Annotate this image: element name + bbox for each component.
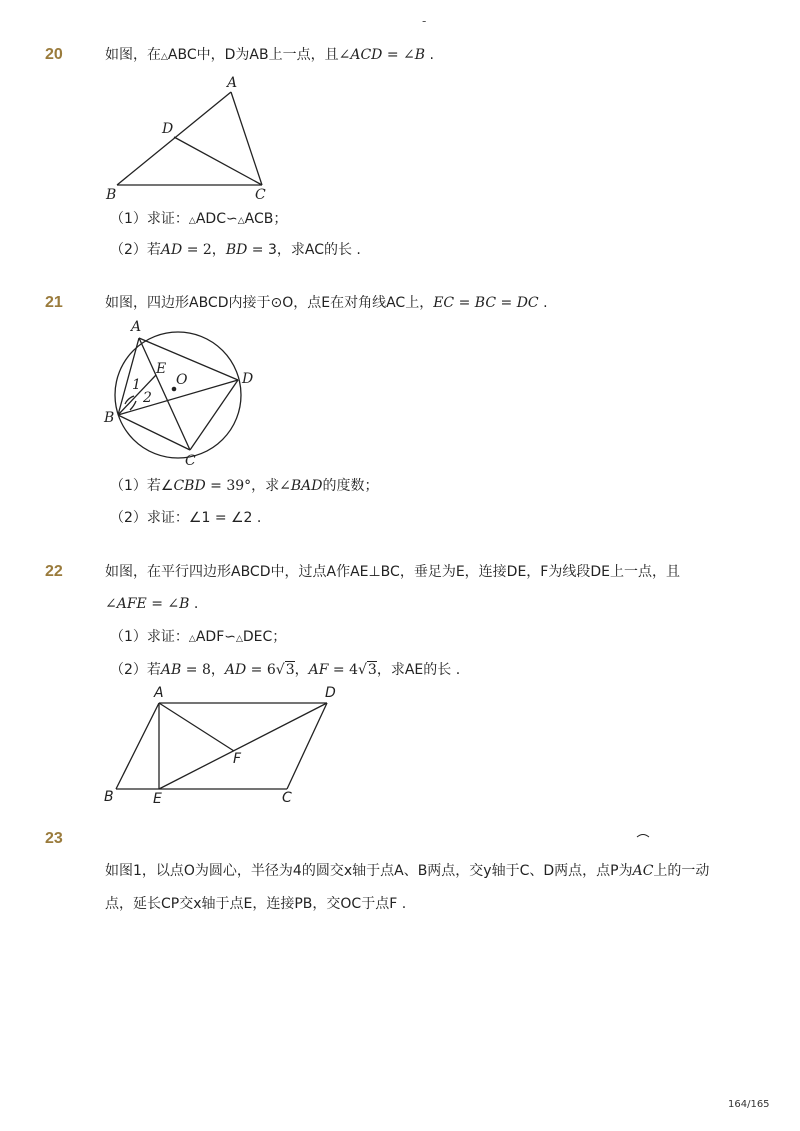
question-stem-line-2: ∠AFE = ∠B . xyxy=(105,596,199,612)
question-number: 20 xyxy=(45,46,63,63)
question-stem: 如图，在△ABC中，D为AB上一点，且∠ACD = ∠B . xyxy=(105,47,434,63)
label-a: A xyxy=(154,685,164,701)
question-number: 22 xyxy=(45,563,63,580)
label-e: E xyxy=(153,791,162,807)
sub-question-2: （2）求证：∠1 = ∠2 . xyxy=(110,510,262,526)
triangle-symbol: △ xyxy=(237,216,245,226)
triangle-symbol: △ xyxy=(188,216,196,226)
question-number: 23 xyxy=(45,830,63,847)
sub-question-1: （1）求证：△ADF∽△DEC； xyxy=(110,629,287,645)
label-d: D xyxy=(242,371,254,387)
sub-question-2: （2）若AB = 8，AD = 6√3，AF = 4√3，求AE的长 . xyxy=(110,662,461,678)
angle-symbol: ∠ xyxy=(338,47,351,63)
question-stem: 如图，在平行四边形ABCD中，过点A作AE⊥BC，垂足为E，连接DE，F为线段DE上一点，且 xyxy=(105,564,680,580)
sub-question-1: （1）若∠CBD = 39°，求∠BAD的度数； xyxy=(110,478,379,494)
segment-af xyxy=(159,703,234,751)
segment-ab xyxy=(116,703,159,789)
sub-question-1: （1）求证：△ADC∽△ACB； xyxy=(110,211,288,227)
label-c: C xyxy=(185,453,196,469)
triangle-symbol: △ xyxy=(161,52,168,62)
label-c: C xyxy=(282,790,292,806)
angle-symbol: ∠ xyxy=(403,47,415,63)
sub-question-2: （2）若AD = 2，BD = 3，求AC的长 . xyxy=(110,242,361,258)
page-number: 164/165 xyxy=(728,1099,770,1110)
label-b: B xyxy=(104,789,114,805)
question-stem: 如图1，以点O为圆心，半径为4的圆交x轴于点A、B两点，交y轴于C、D两点，点P为AC上的一动 xyxy=(105,863,710,879)
segment-cd xyxy=(287,703,327,789)
triangle-symbol: △ xyxy=(235,634,243,644)
label-b: B xyxy=(106,187,117,203)
label-c: C xyxy=(255,187,266,203)
question-number: 21 xyxy=(45,294,63,311)
question-stem-line-2: 点，延长CP交x轴于点E，连接PB，交OC于点F . xyxy=(105,896,407,912)
header-mark: - xyxy=(422,14,427,28)
label-f: F xyxy=(233,751,242,767)
label-angle-2: 2 xyxy=(143,390,152,406)
label-e: E xyxy=(156,361,167,377)
label-d: D xyxy=(162,121,174,137)
label-b: B xyxy=(104,410,115,426)
question-stem: 如图，四边形ABCD内接于⊙O，点E在对角线AC上，EC = BC = DC . xyxy=(105,295,548,311)
sqrt-symbol: √ xyxy=(275,662,285,678)
arc-symbol-icon xyxy=(636,832,650,838)
sqrt-symbol: √ xyxy=(357,662,367,678)
label-a: A xyxy=(131,319,142,335)
triangle-symbol: △ xyxy=(188,634,196,644)
label-o: O xyxy=(176,372,188,388)
label-d: D xyxy=(325,685,336,701)
label-a: A xyxy=(227,75,238,91)
segment-ed xyxy=(159,703,327,789)
label-angle-1: 1 xyxy=(132,377,141,393)
